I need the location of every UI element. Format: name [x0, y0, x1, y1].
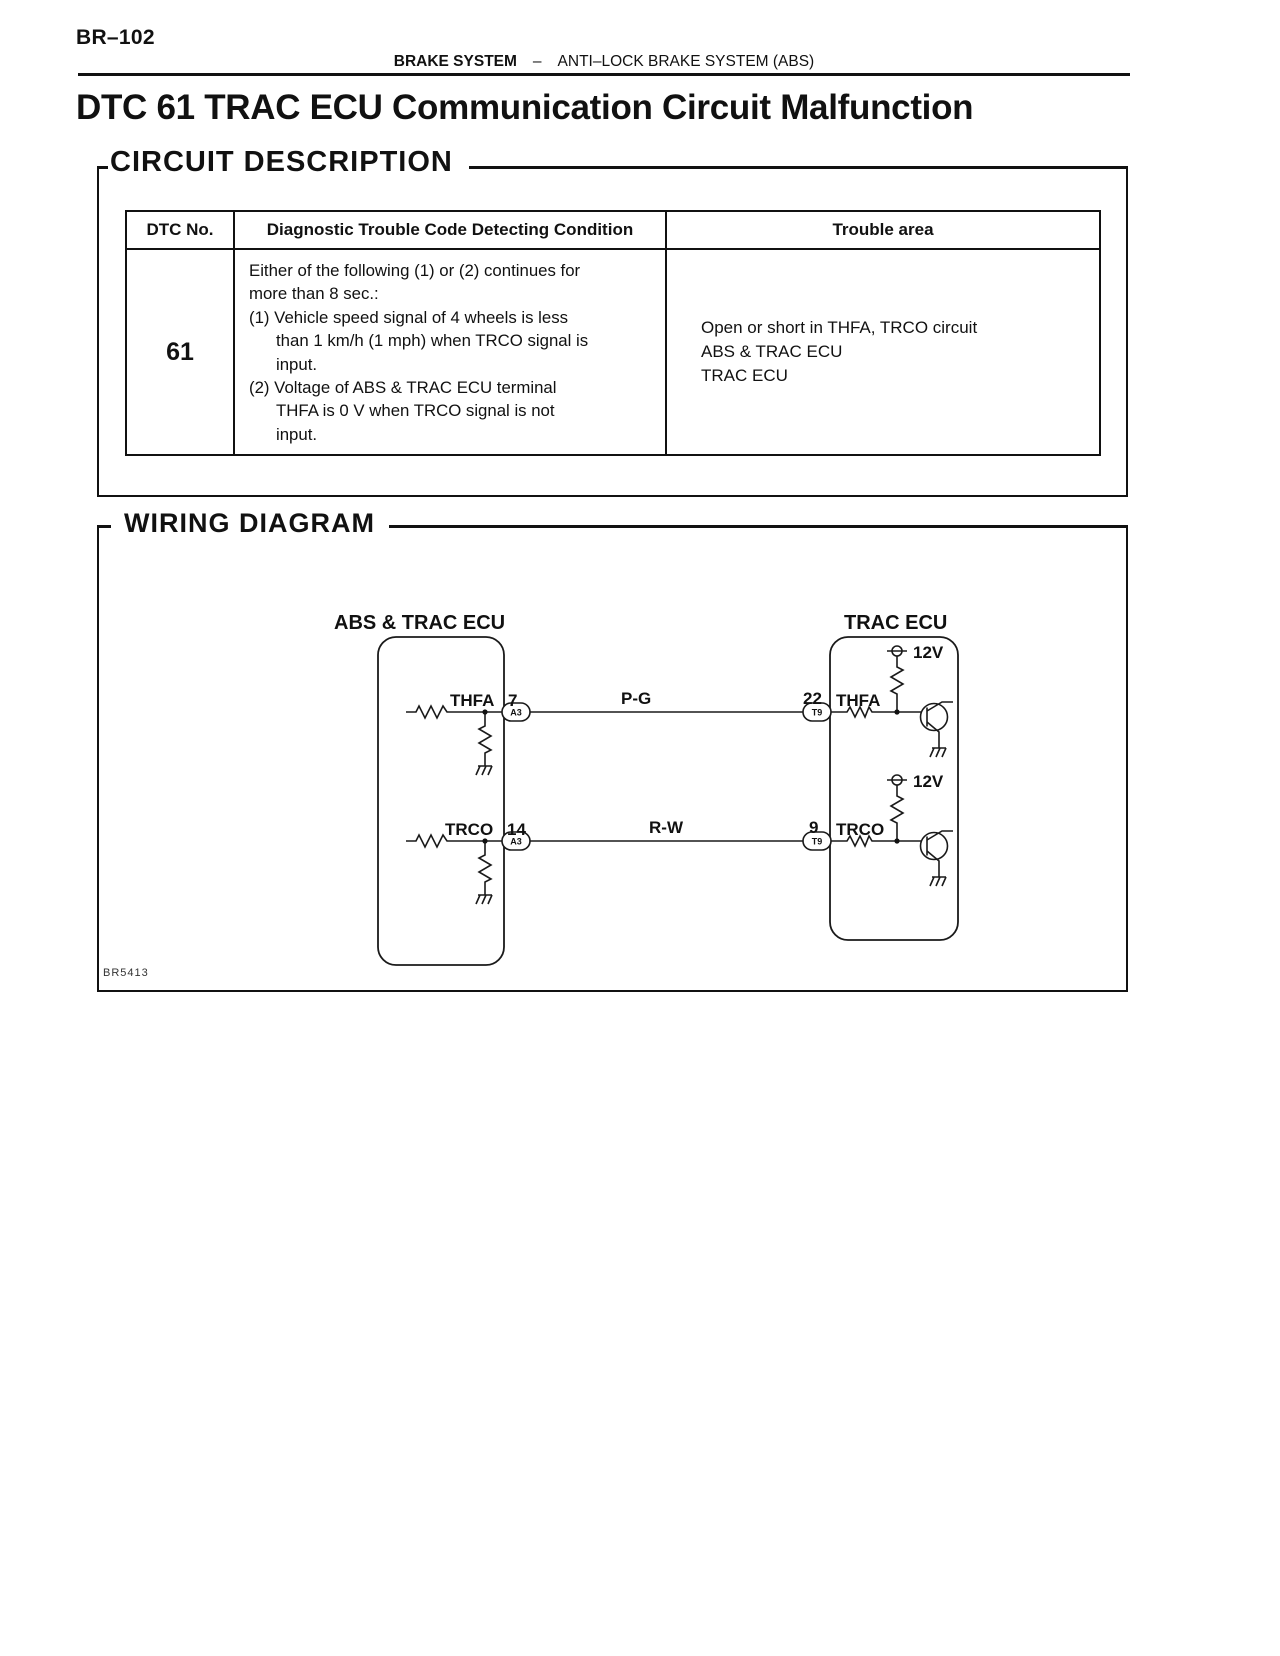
- circuit-description-section: [97, 146, 1130, 500]
- svg-text:A3: A3: [510, 707, 522, 718]
- ground-icon: [476, 895, 492, 904]
- trouble-area-line: Open or short in THFA, TRCO circuit: [701, 318, 978, 338]
- abs-trac-ecu-label: ABS & TRAC ECU: [334, 612, 506, 634]
- running-header-subsection: ANTI–LOCK BRAKE SYSTEM (ABS): [557, 53, 815, 70]
- svg-text:A3: A3: [510, 836, 522, 847]
- page-title: DTC 61 TRAC ECU Communication Circuit Malfunction: [76, 88, 974, 127]
- col-header-trouble-area: Trouble area: [667, 212, 1099, 250]
- junction-dot: [482, 709, 487, 714]
- trco-pin-name-left: TRCO: [445, 820, 494, 839]
- supply-voltage-label: 12V: [913, 643, 944, 662]
- wiring-schematic: [97, 505, 1130, 995]
- header-rule: [78, 73, 1130, 76]
- resistor-icon: [479, 712, 491, 766]
- condition-line: Either of the following (1) or (2) continues for: [249, 261, 581, 280]
- trco-pin-name-right: TRCO: [836, 820, 885, 839]
- dtc-table-row: [127, 250, 1099, 454]
- condition-line: (2) Voltage of ABS & TRAC ECU terminal: [249, 378, 557, 398]
- junction-dot: [482, 838, 487, 843]
- wiring-diagram-heading: WIRING DIAGRAM: [124, 508, 375, 538]
- condition-line: than 1 km/h (1 mph) when TRCO signal is: [276, 331, 589, 351]
- trac-ecu-label: TRAC ECU: [844, 612, 948, 634]
- ground-icon: [930, 877, 946, 886]
- condition-line: (1) Vehicle speed signal of 4 wheels is less: [249, 307, 569, 327]
- svg-text:T9: T9: [811, 707, 823, 718]
- trco-pin-number-left: 14: [507, 820, 526, 839]
- ground-icon: [476, 766, 492, 775]
- col-header-detecting-condition: Diagnostic Trouble Code Detecting Condition: [235, 212, 667, 250]
- junction-dot: [894, 838, 899, 843]
- thfa-pin-number-right: 22: [803, 689, 822, 708]
- resistor-icon: [891, 785, 903, 841]
- detecting-condition-cell: [235, 250, 667, 454]
- wire-color-label: P-G: [621, 689, 652, 708]
- wiring-diagram-section: [97, 505, 1130, 995]
- thfa-pin-number-left: 7: [508, 691, 518, 710]
- thfa-pin-name-left: THFA: [450, 691, 495, 710]
- transistor-icon: [921, 702, 954, 757]
- figure-code: BR5413: [103, 967, 149, 979]
- junction-dot: [894, 709, 899, 714]
- abs-trac-ecu-box: [378, 637, 504, 965]
- trouble-area-line: ABS & TRAC ECU: [701, 342, 843, 362]
- page-number: BR–102: [76, 26, 155, 49]
- dtc-table: [125, 210, 1101, 456]
- condition-line: input.: [276, 354, 318, 374]
- transistor-icon: [921, 831, 954, 886]
- running-header-section: BRAKE SYSTEM: [393, 53, 517, 70]
- trco-pin-number-right: 9: [809, 818, 819, 837]
- running-header: [78, 53, 1130, 71]
- condition-line: input.: [276, 424, 318, 444]
- trouble-area-line: TRAC ECU: [701, 366, 788, 386]
- wire-color-label: R-W: [649, 818, 683, 837]
- trco-circuit: [406, 772, 953, 904]
- condition-line: THFA is 0 V when TRCO signal is not: [276, 401, 555, 421]
- running-header-separator: –: [532, 53, 542, 70]
- resistor-icon: [479, 841, 491, 895]
- dtc-table-header-row: [127, 212, 1099, 250]
- svg-text:T9: T9: [811, 836, 823, 847]
- supply-voltage-label: 12V: [913, 772, 944, 791]
- trouble-area-cell: [667, 250, 1099, 454]
- thfa-pin-name-right: THFA: [836, 691, 881, 710]
- dtc-number: 61: [127, 250, 235, 454]
- thfa-circuit: [406, 643, 953, 775]
- condition-line: more than 8 sec.:: [249, 284, 379, 304]
- ground-icon: [930, 748, 946, 757]
- resistor-icon: [891, 656, 903, 712]
- circuit-description-heading: CIRCUIT DESCRIPTION: [110, 146, 453, 178]
- col-header-dtc-no: DTC No.: [127, 212, 235, 250]
